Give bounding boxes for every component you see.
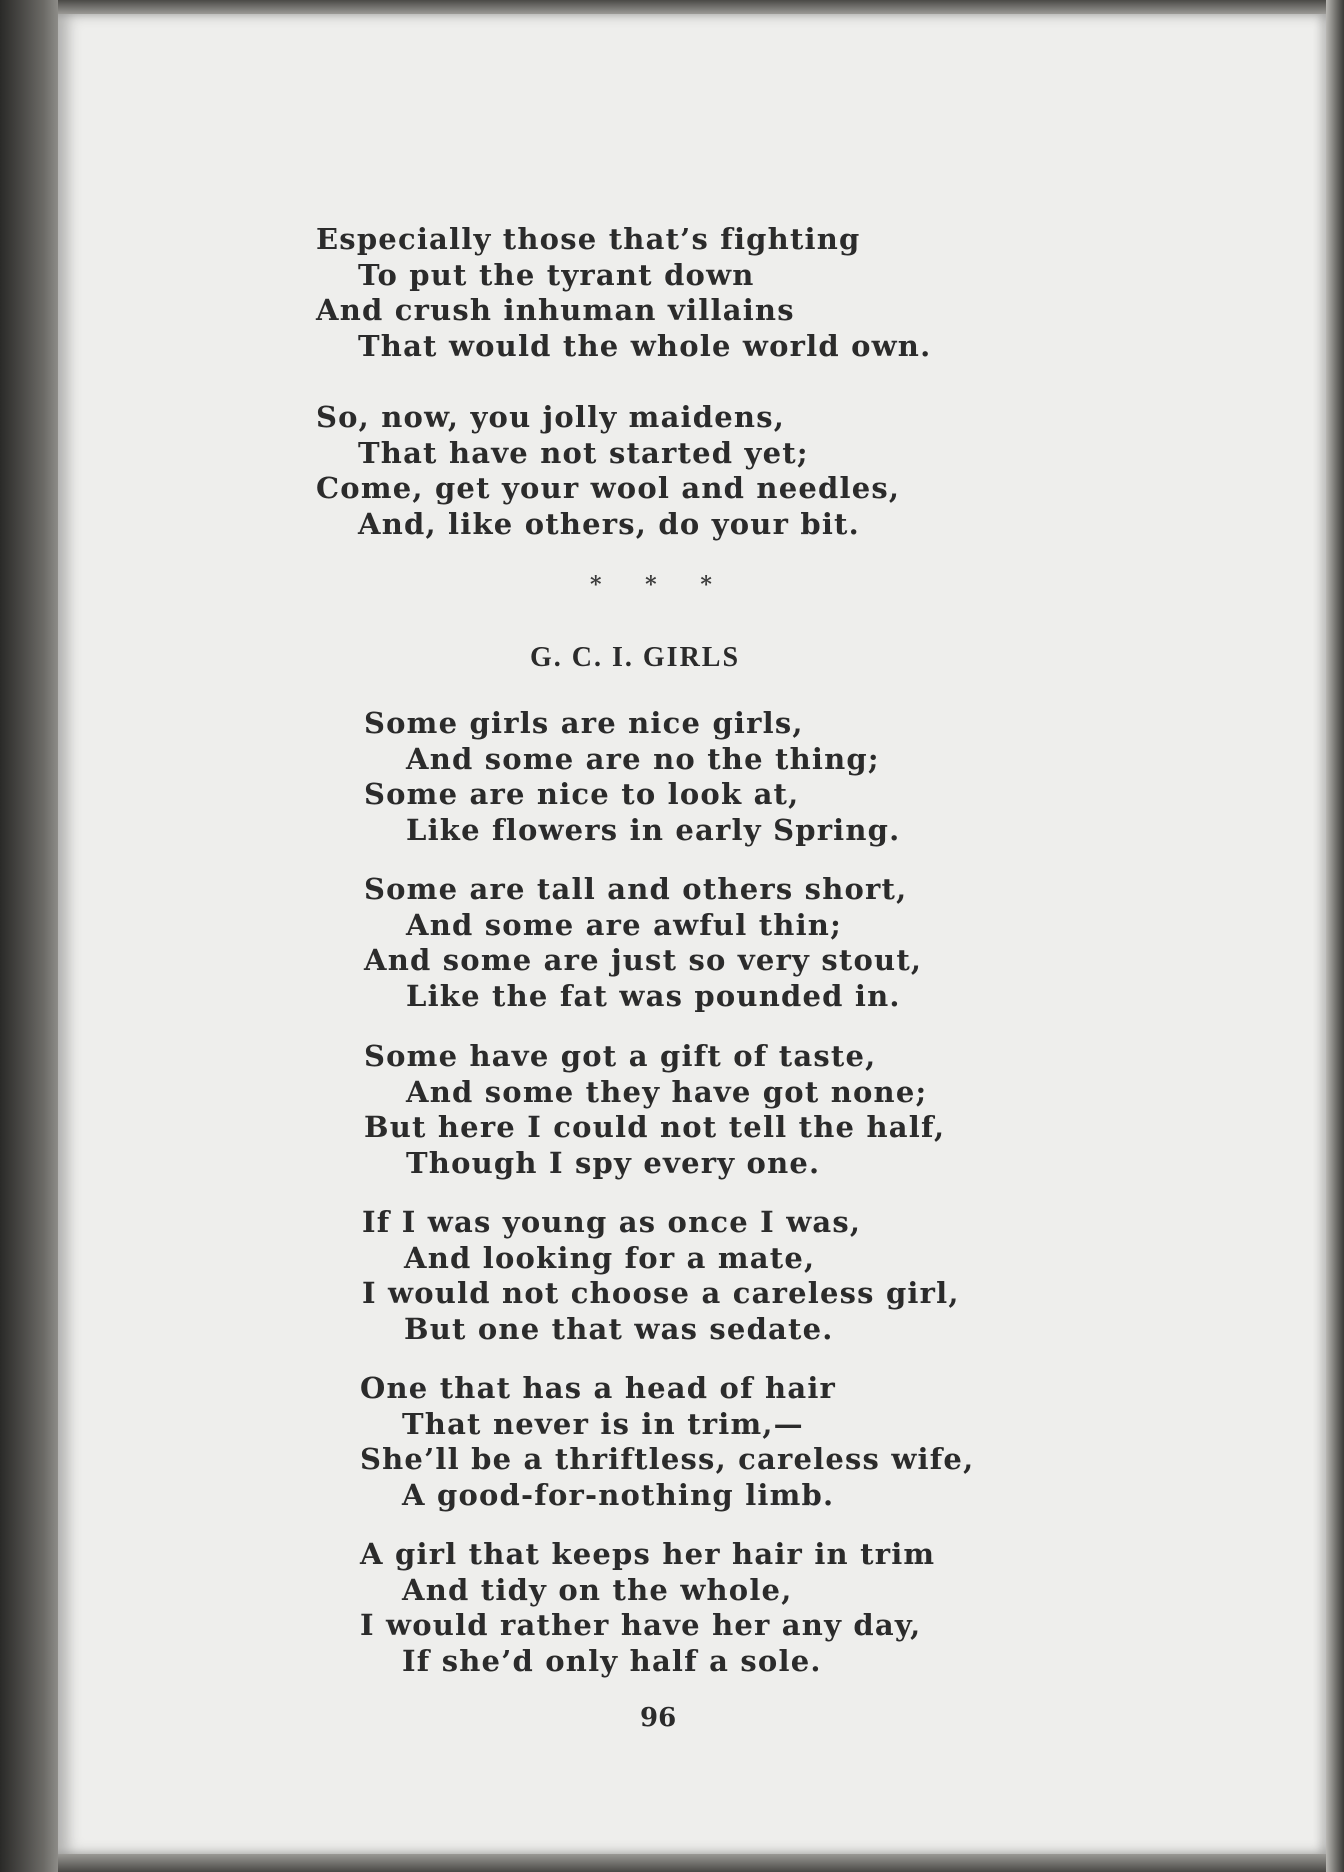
poem-line: To put the tyrant down [358,257,755,292]
page-top-edge [58,0,1326,14]
poem-line: And some are no the thing; [406,741,880,776]
poem-line: And some are awful thin; [406,907,842,942]
poem-line: That never is in trim,— [402,1406,804,1441]
page-right-edge [1326,0,1344,1872]
poem-line: Like flowers in early Spring. [406,812,901,847]
poem-stanza-1 [364,706,900,848]
poem-line: Some are tall and others short, [364,872,908,906]
poem-title: G. C. I. GIRLS [530,642,741,673]
poem-line: That have not started yet; [358,435,809,470]
poem-line: And some they have got none; [406,1074,928,1109]
poem-line: That would the whole world own. [358,328,932,363]
poem-stanza-6 [360,1537,935,1679]
intro-stanza-2 [316,400,900,542]
poem-line: And, like others, do your bit. [358,506,860,541]
poem-line: Some have got a gift of taste, [364,1039,877,1073]
book-spine-shadow [0,0,58,1872]
poem-line: Some are nice to look at, [364,777,800,811]
poem-line: I would rather have her any day, [360,1608,922,1642]
poem-line: But here I could not tell the half, [364,1110,946,1144]
poem-line: Come, get your wool and needles, [316,471,901,505]
poem-stanza-3 [364,1039,945,1181]
poem-line: Some girls are nice girls, [364,706,804,740]
section-separator: * * * [590,572,730,598]
poem-line: And looking for a mate, [404,1240,816,1275]
poem-line: And crush inhuman villains [316,293,795,327]
poem-line: And tidy on the whole, [402,1572,793,1607]
poem-line: One that has a head of hair [360,1371,837,1405]
poem-stanza-2 [364,872,922,1014]
poem-line: If I was young as once I was, [362,1205,862,1239]
poem-line: And some are just so very stout, [364,943,923,977]
poem-line: Especially those that’s fighting [316,222,861,256]
poem-line: I would not choose a careless girl, [362,1276,960,1310]
poem-line: Though I spy every one. [406,1145,821,1180]
page-bottom-edge [58,1854,1326,1872]
intro-stanza-1 [316,222,931,364]
poem-stanza-5 [360,1371,974,1513]
poem-line: But one that was sedate. [404,1311,834,1346]
page-number: 96 [640,1703,677,1733]
poem-line: A good-for-nothing limb. [402,1477,835,1512]
poem-line: She’ll be a thriftless, careless wife, [360,1442,975,1476]
poem-line: So, now, you jolly maidens, [316,400,786,434]
poem-line: Like the fat was pounded in. [406,978,901,1013]
poem-stanza-4 [362,1205,960,1347]
poem-line: If she’d only half a sole. [402,1643,822,1678]
poem-line: A girl that keeps her hair in trim [360,1537,936,1571]
